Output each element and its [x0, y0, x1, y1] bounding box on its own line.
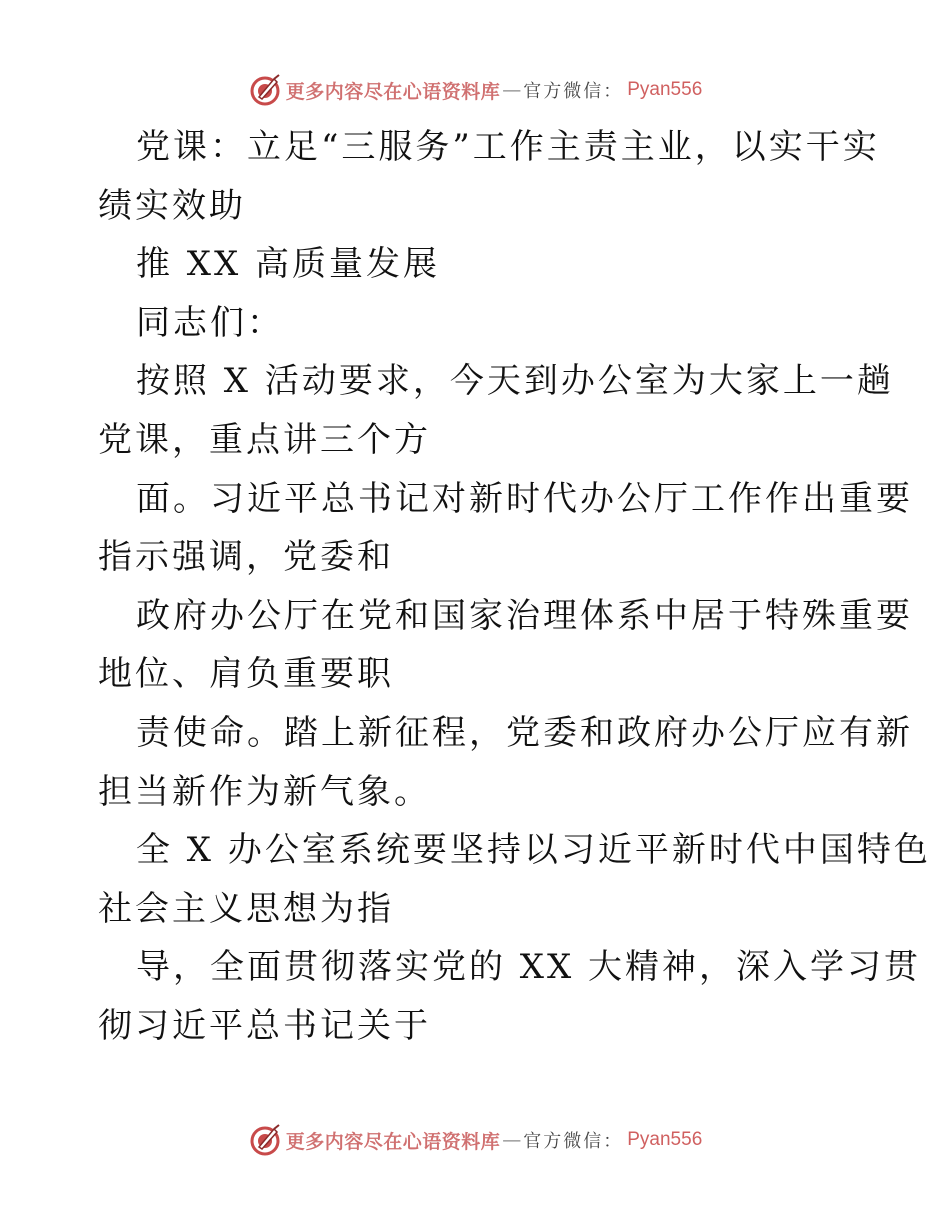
header-brand-text: 更多内容尽在心语资料库 [285, 80, 501, 103]
paragraph-line: 地位、肩负重要职 [98, 654, 394, 695]
header-wechat-label: 官方微信： [523, 81, 624, 102]
paragraph-line: 全 X 办公室系统要坚持以习近平新时代中国特色 [136, 830, 931, 871]
header-wechat-id: Pyan556 [627, 79, 703, 100]
footer-banner [0, 1120, 950, 1160]
paragraph-line: 责使命。踏上新征程，党委和政府办公厅应有新 [136, 712, 913, 753]
footer-separator: — [502, 1129, 522, 1151]
paragraph-line: 彻习近平总书记关于 [98, 1005, 431, 1046]
paragraph-line: 社会主义思想为指 [98, 888, 394, 929]
salutation: 同志们： [136, 302, 284, 343]
header-banner [0, 70, 950, 110]
paragraph-line: 担当新作为新气象。 [98, 771, 431, 812]
title-line-2: 绩实效助 [98, 185, 246, 226]
footer-brand-text: 更多内容尽在心语资料库 [285, 1130, 501, 1153]
paragraph-line: 导，全面贯彻落实党的 XX 大精神，深入学习贯 [136, 947, 922, 988]
title-line-1: 党课：立足“三服务”工作主责主业，以实干实 [136, 127, 880, 167]
paragraph-line: 党课，重点讲三个方 [98, 419, 431, 460]
paragraph-line: 政府办公厅在党和国家治理体系中居于特殊重要 [136, 595, 913, 636]
footer-wechat-label: 官方微信： [523, 1131, 624, 1152]
paragraph-line: 面。习近平总书记对新时代办公厅工作作出重要 [136, 478, 913, 519]
title-line-3: 推 XX 高质量发展 [136, 244, 441, 285]
document-body [98, 118, 931, 1056]
quill-pen-logo-icon [248, 73, 282, 107]
paragraph-line: 指示强调，党委和 [98, 537, 394, 578]
footer-wechat-id: Pyan556 [627, 1129, 703, 1150]
header-separator: — [502, 79, 522, 101]
quill-pen-logo-icon [248, 1123, 282, 1157]
paragraph-line: 按照 X 活动要求，今天到办公室为大家上一趟 [136, 361, 894, 402]
